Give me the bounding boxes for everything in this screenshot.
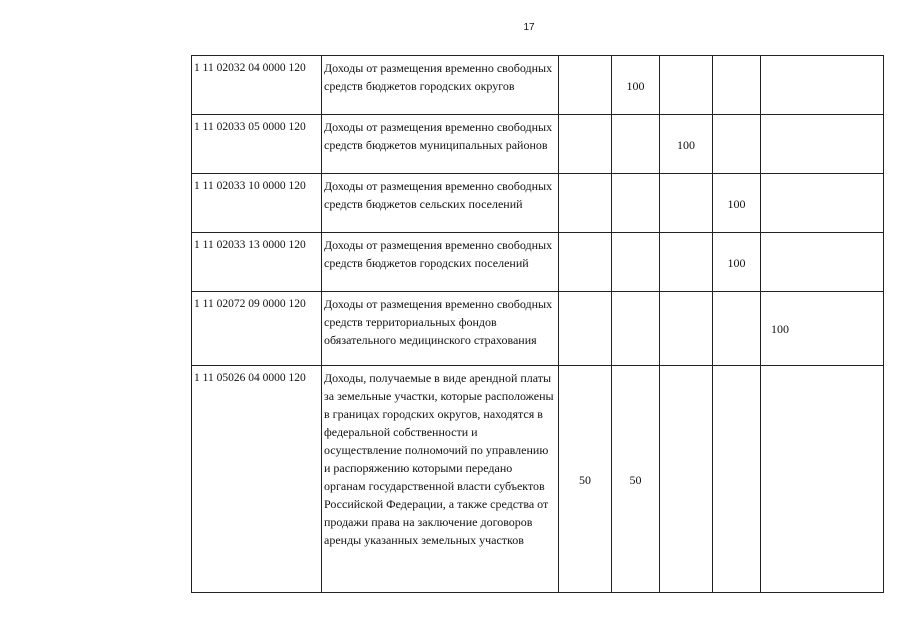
revenue-name: Доходы от размещения временно свободных средств бюджетов городских округов bbox=[322, 56, 559, 115]
value-cell bbox=[761, 56, 884, 115]
value-cell bbox=[559, 174, 612, 233]
value-cell: 50 bbox=[612, 366, 660, 593]
revenue-name: Доходы от размещения временно свободных средств бюджетов муниципальных районов bbox=[322, 115, 559, 174]
revenue-code: 1 11 02033 05 0000 120 bbox=[192, 115, 322, 174]
value-cell bbox=[612, 233, 660, 292]
table-row bbox=[192, 292, 884, 366]
value-cell bbox=[761, 233, 884, 292]
value-cell bbox=[761, 174, 884, 233]
value-cell: 100 bbox=[713, 233, 761, 292]
value-cell bbox=[559, 115, 612, 174]
value-cell bbox=[559, 292, 612, 366]
value-cell bbox=[660, 366, 713, 593]
value-cell bbox=[612, 292, 660, 366]
table-row bbox=[192, 233, 884, 292]
value-cell bbox=[559, 56, 612, 115]
value-cell bbox=[713, 292, 761, 366]
revenue-code: 1 11 02072 09 0000 120 bbox=[192, 292, 322, 366]
value-cell bbox=[761, 366, 884, 593]
value-cell bbox=[660, 56, 713, 115]
value-cell bbox=[612, 115, 660, 174]
revenue-name: Доходы, получаемые в виде арендной платы за земельные участки, которые расположены в границах городских округов, находятся в федеральной собственности и осуществление полномочий по управлению и распоряжению которыми передано органам государственной власти субъектов Российской Федерации, а также средства от продажи права на заключение договоров аренды указанных земельных участков bbox=[322, 366, 559, 593]
value-cell bbox=[660, 233, 713, 292]
value-cell: 100 bbox=[761, 292, 884, 366]
value-cell bbox=[713, 366, 761, 593]
table-row bbox=[192, 56, 884, 115]
value-cell bbox=[612, 174, 660, 233]
value-cell bbox=[660, 292, 713, 366]
value-cell bbox=[559, 233, 612, 292]
revenue-name: Доходы от размещения временно свободных средств территориальных фондов обязательного медицинского страхования bbox=[322, 292, 559, 366]
revenue-code: 1 11 02032 04 0000 120 bbox=[192, 56, 322, 115]
revenue-code: 1 11 02033 10 0000 120 bbox=[192, 174, 322, 233]
table-row bbox=[192, 115, 884, 174]
table-row bbox=[192, 174, 884, 233]
revenue-name: Доходы от размещения временно свободных средств бюджетов сельских поселений bbox=[322, 174, 559, 233]
value-cell: 100 bbox=[713, 174, 761, 233]
revenue-code: 1 11 05026 04 0000 120 bbox=[192, 366, 322, 593]
page-number: 17 bbox=[523, 22, 535, 33]
value-cell bbox=[660, 174, 713, 233]
value-cell bbox=[713, 115, 761, 174]
value-cell: 100 bbox=[660, 115, 713, 174]
value-cell bbox=[761, 115, 884, 174]
value-cell bbox=[713, 56, 761, 115]
revenue-distribution-table bbox=[191, 55, 884, 593]
revenue-code: 1 11 02033 13 0000 120 bbox=[192, 233, 322, 292]
value-cell: 50 bbox=[559, 366, 612, 593]
revenue-name: Доходы от размещения временно свободных средств бюджетов городских поселений bbox=[322, 233, 559, 292]
value-cell: 100 bbox=[612, 56, 660, 115]
table-row bbox=[192, 366, 884, 593]
